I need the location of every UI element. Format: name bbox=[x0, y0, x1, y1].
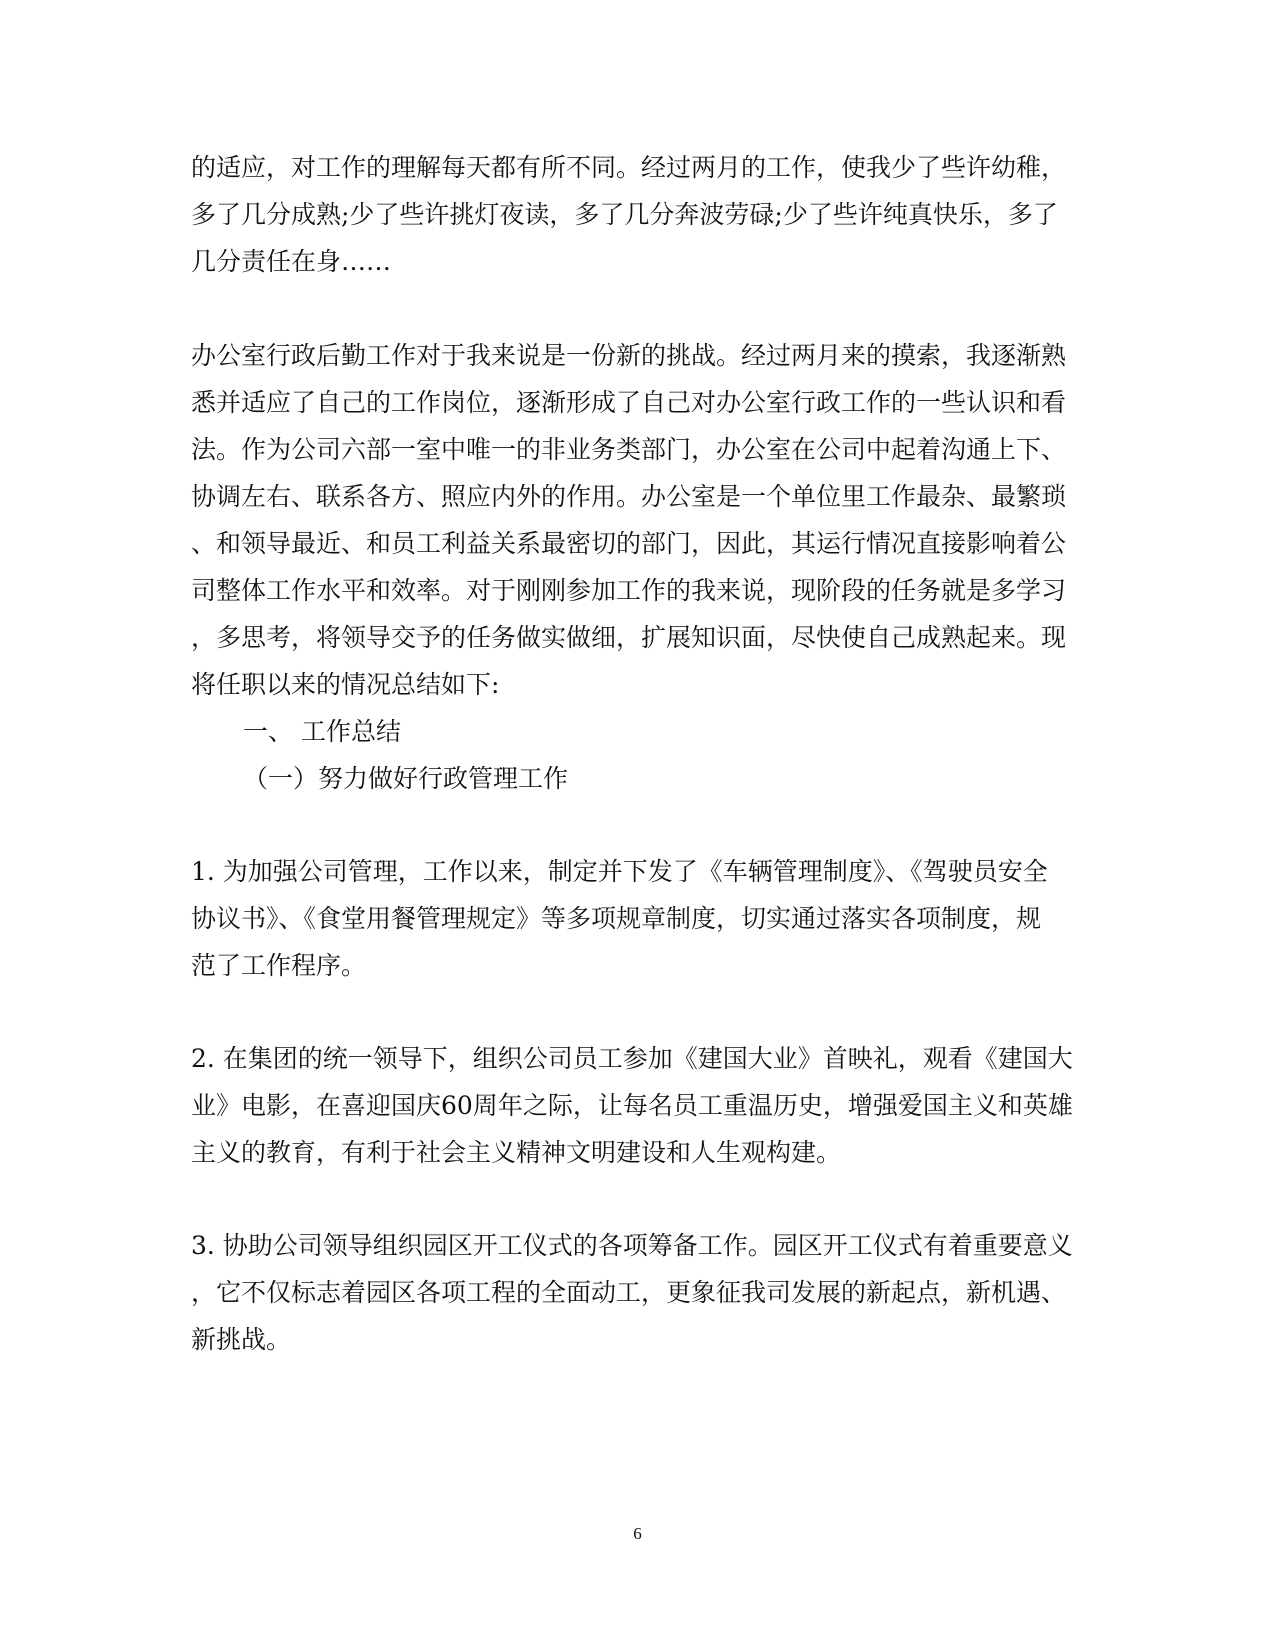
paragraph-2-line: 将任职以来的情况总结如下: bbox=[191, 670, 500, 699]
subsection-heading: （一）努力做好行政管理工作 bbox=[243, 764, 569, 793]
paragraph-2-line: 法。作为公司六部一室中唯一的非业务类部门，办公室在公司中起着沟通上下、 bbox=[191, 435, 1067, 464]
page-number: 6 bbox=[633, 1524, 642, 1543]
list-item-3-line: ，它不仅标志着园区各项工程的全面动工，更象征我司发展的新起点，新机遇、 bbox=[191, 1278, 1067, 1307]
paragraph-2-line: ，多思考，将领导交予的任务做实做细，扩展知识面，尽快使自己成熟起来。现 bbox=[191, 623, 1067, 652]
list-item-3-line: 3. 协助公司领导组织园区开工仪式的各项筹备工作。园区开工仪式有着重要意义 bbox=[191, 1231, 1073, 1260]
list-item-3-line: 新挑战。 bbox=[191, 1325, 292, 1354]
list-item-1-line: 1. 为加强公司管理，工作以来，制定并下发了《车辆管理制度》、《驾驶员安全 bbox=[191, 857, 1048, 886]
list-item-2-line: 主义的教育，有利于社会主义精神文明建设和人生观构建。 bbox=[191, 1138, 842, 1167]
list-item-2-line: 业》电影，在喜迎国庆60周年之际，让每名员工重温历史，增强爱国主义和英雄 bbox=[191, 1091, 1073, 1120]
paragraph-2-line: 司整体工作水平和效率。对于刚刚参加工作的我来说，现阶段的任务就是多学习 bbox=[191, 576, 1067, 605]
paragraph-2-line: 办公室行政后勤工作对于我来说是一份新的挑战。经过两月来的摸索，我逐渐熟 bbox=[191, 341, 1067, 370]
section-heading: 一、 工作总结 bbox=[243, 717, 401, 746]
paragraph-1-line: 几分责任在身…… bbox=[191, 247, 392, 276]
paragraph-2-line: 、和领导最近、和员工利益关系最密切的部门，因此，其运行情况直接影响着公 bbox=[191, 529, 1067, 558]
paragraph-1-line: 的适应，对工作的理解每天都有所不同。经过两月的工作，使我少了些许幼稚， bbox=[191, 153, 1067, 182]
list-item-1-line: 范了工作程序。 bbox=[191, 951, 367, 980]
list-item-1-line: 协议书》、《食堂用餐管理规定》等多项规章制度，切实通过落实各项制度，规 bbox=[191, 904, 1042, 933]
paragraph-1-line: 多了几分成熟;少了些许挑灯夜读，多了几分奔波劳碌;少了些许纯真快乐，多了 bbox=[191, 200, 1058, 229]
paragraph-2-line: 协调左右、联系各方、照应内外的作用。办公室是一个单位里工作最杂、最繁琐 bbox=[191, 482, 1067, 511]
paragraph-2-line: 悉并适应了自己的工作岗位，逐渐形成了自己对办公室行政工作的一些认识和看 bbox=[191, 388, 1067, 417]
list-item-2-line: 2. 在集团的统一领导下，组织公司员工参加《建国大业》首映礼，观看《建国大 bbox=[191, 1044, 1073, 1073]
